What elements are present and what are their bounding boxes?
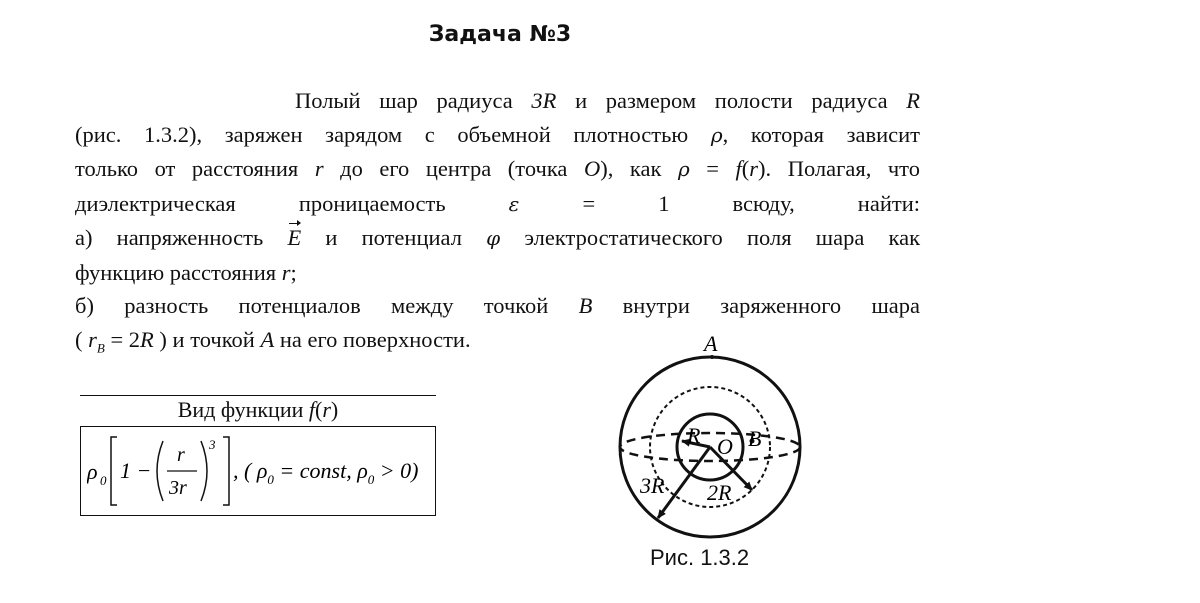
- statement-line-2: (рис. 1.3.2), заряжен зарядом с объемной плотностью ρ, которая зависит: [75, 121, 921, 147]
- statement-line-7: б) разность потенциалов между точкой B внутри заряженного шара: [75, 293, 920, 318]
- formula-graphic: [87, 431, 433, 511]
- table-right-border: [435, 426, 436, 516]
- statement-line-3: только от расстояния r до его центра (точка O), как ρ = f(r). Полагая, что: [75, 156, 920, 181]
- formula-tail: , ( $\rho_0$ = const, $\rho_0 > 0$): [233, 458, 419, 487]
- table-left-border: [80, 426, 81, 516]
- formula-exponent: 3: [209, 437, 216, 452]
- fraction-numerator: r: [177, 444, 185, 466]
- formula-one-minus: 1 −: [120, 458, 152, 483]
- formula-rho-sub: 0: [100, 473, 107, 488]
- formula-rho: ρ: [87, 459, 98, 484]
- e-vector-symbol: E: [287, 221, 301, 255]
- statement-line-8: ( $r_B = 2R$ ) и точкой A на его поверхности.: [75, 326, 471, 355]
- label-a: A: [704, 331, 718, 356]
- statement-line-4: диэлектрическая проницаемость ε = 1 всюду, найти:: [75, 190, 920, 216]
- label-2r: 2R: [707, 480, 732, 505]
- function-table: [80, 395, 436, 516]
- table-divider: [80, 426, 436, 427]
- statement-line-5: а) напряженность E и потенциал φ электростатического поля шара как: [75, 221, 920, 256]
- density-formula: [87, 431, 433, 517]
- fraction-denominator: 3r: [169, 477, 187, 499]
- figure-caption: Рис. 1.3.2: [650, 545, 750, 570]
- left-square-bracket: [111, 437, 117, 505]
- problem-statement: [75, 84, 920, 365]
- label-b: B: [748, 426, 762, 451]
- right-paren: [201, 441, 207, 501]
- label-r: R: [687, 423, 701, 448]
- sphere-figure: [600, 330, 820, 540]
- left-paren: [157, 441, 163, 501]
- right-square-bracket: [223, 437, 229, 505]
- statement-line-6: функцию расстояния r;: [75, 259, 297, 285]
- statement-line-1: Полый шар радиуса 3R и размером полости радиуса R: [295, 88, 920, 113]
- table-header: Вид функции f(r): [177, 397, 339, 422]
- problem-title: Задача №3: [428, 22, 572, 47]
- label-3r: 3R: [640, 473, 665, 498]
- table-top-border: [80, 395, 436, 396]
- label-o: O: [717, 434, 733, 459]
